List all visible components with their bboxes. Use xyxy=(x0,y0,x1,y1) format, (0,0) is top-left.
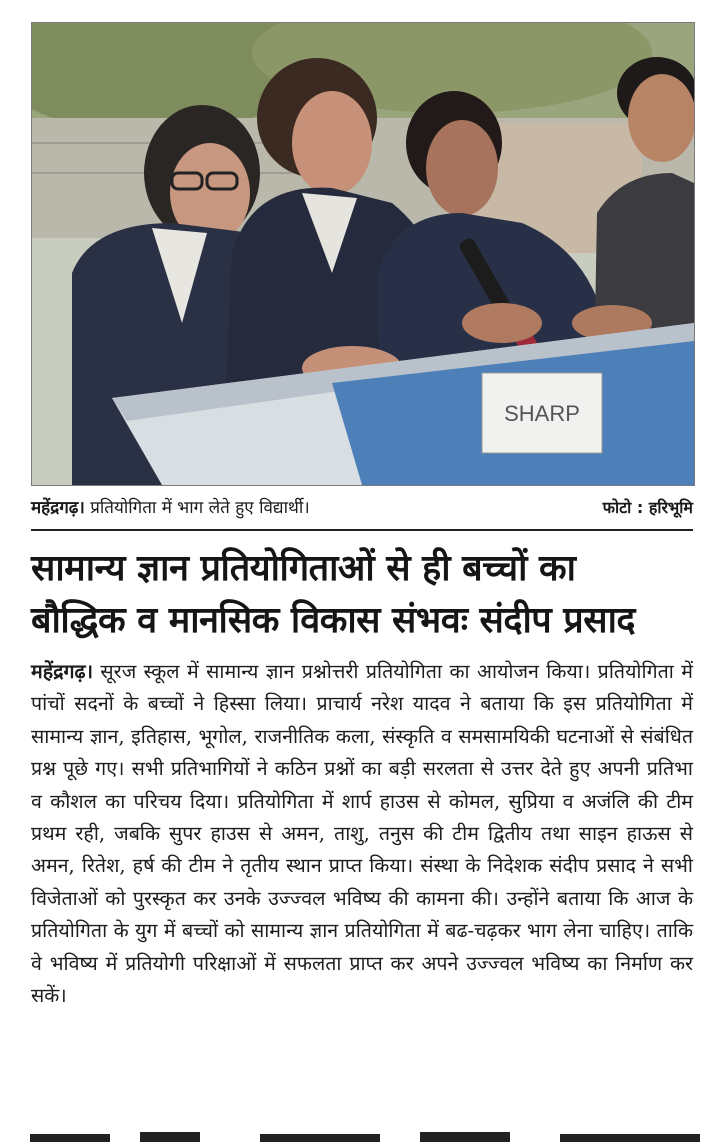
caption-text: प्रतियोगिता में भाग लेते हुए विद्यार्थी। xyxy=(84,498,310,518)
article-dateline: महेंद्रगढ़। xyxy=(31,660,94,683)
news-photo xyxy=(31,22,695,486)
podium-label: SHARP xyxy=(504,401,580,426)
caption-place: महेंद्रगढ़। xyxy=(31,498,85,518)
headline xyxy=(31,543,693,647)
headline-line-1: सामान्य ज्ञान प्रतियोगिताओं से ही बच्चों का xyxy=(31,548,576,589)
students-quiz-photo xyxy=(32,23,694,485)
next-headline-fragment xyxy=(0,1124,720,1142)
article-body xyxy=(31,656,693,1012)
headline-line-2: बौद्धिक व मानसिक विकास संभवः संदीप प्रसाद xyxy=(31,600,636,641)
divider-rule xyxy=(31,529,693,531)
photo-credit: फोटो : हरिभूमि xyxy=(602,498,693,517)
article-text: सूरज स्कूल में सामान्य ज्ञान प्रश्नोत्तरी प्रतियोगिता का आयोजन किया। प्रतियोगिता में पांचों सदनों के बच्चों ने हिस्सा लिया। प्राचार्य नरेश यादव ने बताया कि इस प्रतियोगिता में सामान्य ज्ञान, इतिहास, भूगोल, राजनीतिक कला, संस्कृति व समसामयिकी घटनाओं से संबंधित प्रश्न पूछे गए। सभी प्रतिभागियों ने कठिन प्रश्नों का बड़ी सरलता से उत्तर देते हुए अपनी प्रतिभा व कौशल का परिचय दिया। प्रतियोगिता में शार्प हाउस से कोमल, सुप्रिया व अजंलि की टीम प्रथम रही, जबकि सुपर हाउस से अमन, ताशु, तनुस की टीम द्वितीय तथा साइन हाऊस से अमन, रितेश, हर्ष की टीम ने तृतीय स्थान प्राप्त किया। संस्था के निदेशक संदीप प्रसाद ने सभी विजेताओं को पुरस्कृत कर उनके उज्ज्वल भविष्य की कामना की। उन्होंने बताया कि आज के प्रतियोगिता के युग में बच्चों को सामान्य ज्ञान प्रतियोगिता में बढ-चढ़कर भाग लेना चाहिए। ताकि वे भविष्य में प्रतियोगी परिक्षाओं में सफलता प्राप्त कर अपने उज्ज्वल भविष्य का निर्माण कर सकें। xyxy=(31,660,693,1008)
photo-caption xyxy=(31,494,693,522)
